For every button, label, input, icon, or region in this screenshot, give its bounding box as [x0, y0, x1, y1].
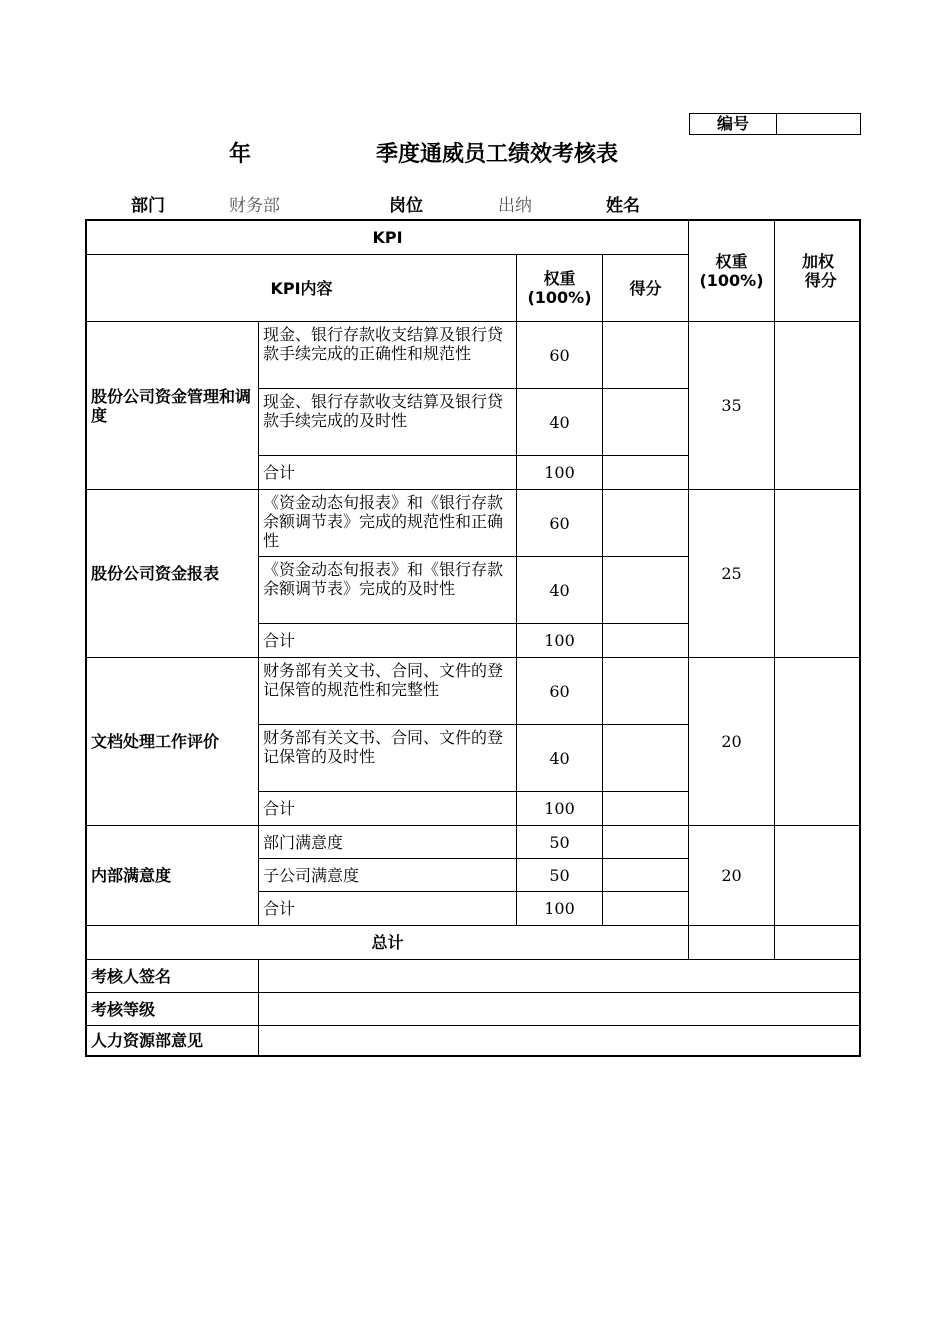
kpi-item-content: 《资金动态旬报表》和《银行存款余额调节表》完成的及时性 — [259, 557, 517, 624]
footer-label: 考核人签名 — [87, 960, 259, 993]
group-weight: 20 — [689, 826, 775, 926]
group-name: 内部满意度 — [87, 826, 259, 926]
weighted-score-header-line1: 加权 — [801, 252, 834, 271]
kpi-item-score-field[interactable] — [603, 456, 689, 490]
kpi-item-content: 财务部有关文书、合同、文件的登记保管的规范性和完整性 — [259, 658, 517, 725]
dept-label: 部门 — [131, 196, 165, 216]
subtotal-label: 合计 — [259, 624, 517, 658]
total-score-field[interactable] — [775, 926, 861, 960]
kpi-item-score-field[interactable] — [603, 658, 689, 725]
kpi-item-score-field[interactable] — [603, 859, 689, 892]
footer-label: 考核等级 — [87, 993, 259, 1026]
kpi-item-score-field[interactable] — [603, 322, 689, 389]
kpi-item-score-field[interactable] — [603, 389, 689, 456]
kpi-item-score-field[interactable] — [603, 892, 689, 926]
code-box — [689, 113, 861, 135]
dept-value: 财务部 — [229, 196, 280, 216]
kpi-item-weight: 100 — [517, 892, 603, 926]
kpi-item-content: 《资金动态旬报表》和《银行存款余额调节表》完成的规范性和正确性 — [259, 490, 517, 557]
weighted-score-field[interactable] — [775, 658, 861, 826]
kpi-table — [85, 219, 861, 1057]
kpi-item-score-field[interactable] — [603, 792, 689, 826]
kpi-item-score-field[interactable] — [603, 725, 689, 792]
footer-value-field[interactable] — [259, 1026, 861, 1055]
weight-header — [517, 255, 603, 322]
group-weight-header-line2: (100%) — [699, 271, 764, 290]
weight-header-line1: 权重 — [543, 269, 576, 288]
group-name: 股份公司资金报表 — [87, 490, 259, 658]
post-value: 出纳 — [498, 196, 532, 216]
kpi-item-content: 子公司满意度 — [259, 859, 517, 892]
kpi-item-score-field[interactable] — [603, 490, 689, 557]
kpi-item-weight: 40 — [517, 389, 603, 456]
weighted-score-header — [775, 221, 861, 322]
group-weight: 20 — [689, 658, 775, 826]
kpi-item-weight: 100 — [517, 456, 603, 490]
kpi-item-weight: 50 — [517, 826, 603, 859]
code-value-field[interactable] — [777, 114, 860, 134]
code-label: 编号 — [690, 114, 777, 134]
kpi-item-weight: 60 — [517, 322, 603, 389]
kpi-item-weight: 50 — [517, 859, 603, 892]
weighted-score-field[interactable] — [775, 826, 861, 926]
kpi-item-content: 财务部有关文书、合同、文件的登记保管的及时性 — [259, 725, 517, 792]
weight-header-line2: (100%) — [527, 288, 592, 307]
kpi-item-weight: 60 — [517, 658, 603, 725]
post-label: 岗位 — [389, 196, 423, 216]
subtotal-label: 合计 — [259, 892, 517, 926]
weighted-score-field[interactable] — [775, 322, 861, 490]
kpi-header: KPI — [87, 221, 689, 255]
group-weight: 25 — [689, 490, 775, 658]
kpi-item-score-field[interactable] — [603, 624, 689, 658]
kpi-item-content: 部门满意度 — [259, 826, 517, 859]
title-year: 年 — [229, 142, 252, 167]
name-label: 姓名 — [606, 196, 640, 216]
page-title: 季度通威员工绩效考核表 — [376, 142, 619, 167]
kpi-item-score-field[interactable] — [603, 826, 689, 859]
total-weight-field[interactable] — [689, 926, 775, 960]
kpi-content-header: KPI内容 — [87, 255, 517, 322]
group-name: 股份公司资金管理和调度 — [87, 322, 259, 490]
footer-value-field[interactable] — [259, 993, 861, 1026]
total-label: 总计 — [87, 926, 689, 960]
footer-value-field[interactable] — [259, 960, 861, 993]
kpi-item-content: 现金、银行存款收支结算及银行贷款手续完成的正确性和规范性 — [259, 322, 517, 389]
kpi-item-score-field[interactable] — [603, 557, 689, 624]
group-name: 文档处理工作评价 — [87, 658, 259, 826]
weighted-score-header-line2: 得分 — [799, 271, 837, 290]
group-weight-header-line1: 权重 — [715, 252, 748, 271]
weighted-score-field[interactable] — [775, 490, 861, 658]
kpi-item-weight: 60 — [517, 490, 603, 557]
footer-label: 人力资源部意见 — [87, 1026, 259, 1055]
score-header: 得分 — [603, 255, 689, 322]
group-weight-header — [689, 221, 775, 322]
group-weight: 35 — [689, 322, 775, 490]
kpi-item-weight: 40 — [517, 725, 603, 792]
subtotal-label: 合计 — [259, 792, 517, 826]
subtotal-label: 合计 — [259, 456, 517, 490]
kpi-item-weight: 100 — [517, 792, 603, 826]
kpi-item-content: 现金、银行存款收支结算及银行贷款手续完成的及时性 — [259, 389, 517, 456]
kpi-item-weight: 100 — [517, 624, 603, 658]
kpi-item-weight: 40 — [517, 557, 603, 624]
